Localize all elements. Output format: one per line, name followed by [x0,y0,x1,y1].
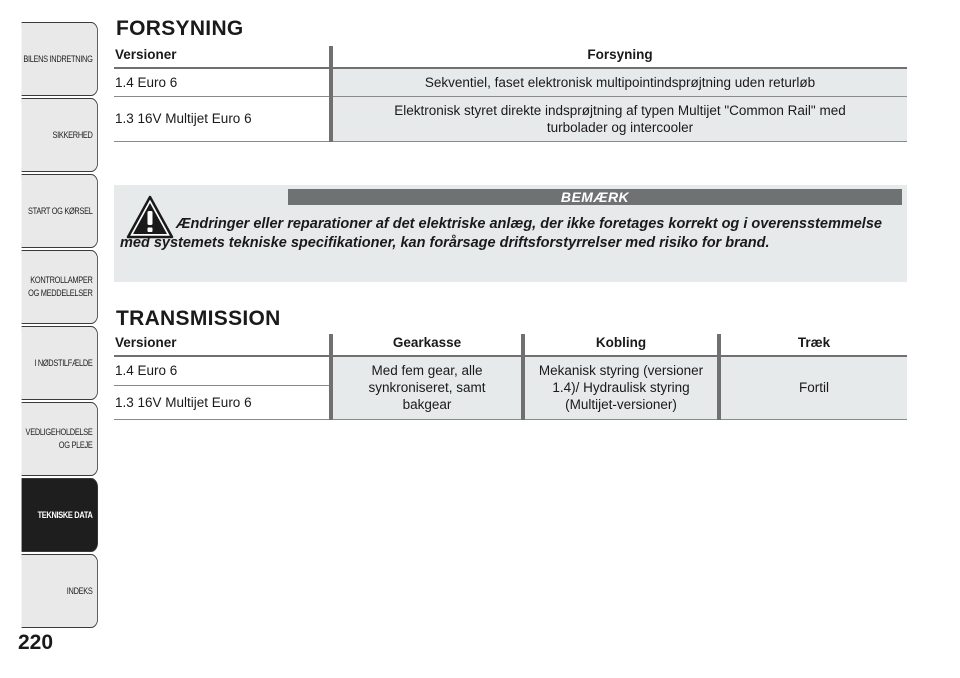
forsyning-cell: Elektronisk styret direkte indsprøjtning af typen Multijet "Common Rail" med turbolader og intercooler [331,96,907,141]
kobling-cell: Mekanisk styring (versioner 1.4)/ Hydraulisk styring (Multijet-versioner) [523,356,719,419]
tab-label: INDEKS [66,585,93,597]
column-header: Træk [719,334,907,356]
forsyning-table [114,46,907,142]
table-row [114,96,907,141]
column-header: Kobling [523,334,719,356]
version-cell: 1.4 Euro 6 [114,356,331,385]
tab-label: VEDLIGEHOLDELSE OG PLEJE [25,427,93,451]
tab-bilens-indretning[interactable] [22,22,98,96]
note-text: Ændringer eller reparationer af det elektriske anlæg, der ikke foretages korrekt og i overensstemmelse med systemets tekniske specifikationer, kan forårsage driftsforstyrrelser med risiko for brand. [120,216,882,251]
table-row [114,356,907,385]
column-header: Gearkasse [331,334,523,356]
column-header: Forsyning [331,46,907,68]
tab-label: TEKNISKE DATA [37,509,93,521]
tab-label: START OG KØRSEL [28,205,93,217]
table-header-row [114,334,907,356]
column-header: Versioner [114,334,331,356]
tab-label: BILENS INDRETNING [23,53,93,65]
note-header: BEMÆRK [288,189,902,205]
tab-start-og-korsel[interactable] [22,174,98,248]
note-box [114,185,907,282]
section-title-forsyning: FORSYNING [116,17,244,40]
tab-sikkerhed[interactable] [22,98,98,172]
tab-i-nodstilfaelde[interactable] [22,326,98,400]
section-title-transmission: TRANSMISSION [116,307,281,330]
column-header: Versioner [114,46,331,68]
forsyning-cell: Sekventiel, faset elektronisk multipointindsprøjtning uden returløb [331,68,907,96]
table-row [114,68,907,96]
tab-label: SIKKERHED [52,129,93,141]
table-header-row [114,46,907,68]
version-cell: 1.3 16V Multijet Euro 6 [114,96,331,141]
tab-label: KONTROLLAMPER OG MEDDELELSER [28,275,93,299]
version-cell: 1.4 Euro 6 [114,68,331,96]
traek-cell: Fortil [719,356,907,419]
transmission-table [114,334,907,420]
version-cell: 1.3 16V Multijet Euro 6 [114,385,331,419]
page-number: 220 [18,631,54,654]
tab-kontrollamper[interactable] [22,250,98,324]
gearkasse-cell: Med fem gear, alle synkroniseret, samt bakgear [331,356,523,419]
tab-indeks[interactable] [22,554,98,628]
tab-vedligeholdelse[interactable] [22,402,98,476]
tab-label: I NØDSTILFÆLDE [34,357,93,369]
tab-tekniske-data[interactable] [22,478,98,552]
